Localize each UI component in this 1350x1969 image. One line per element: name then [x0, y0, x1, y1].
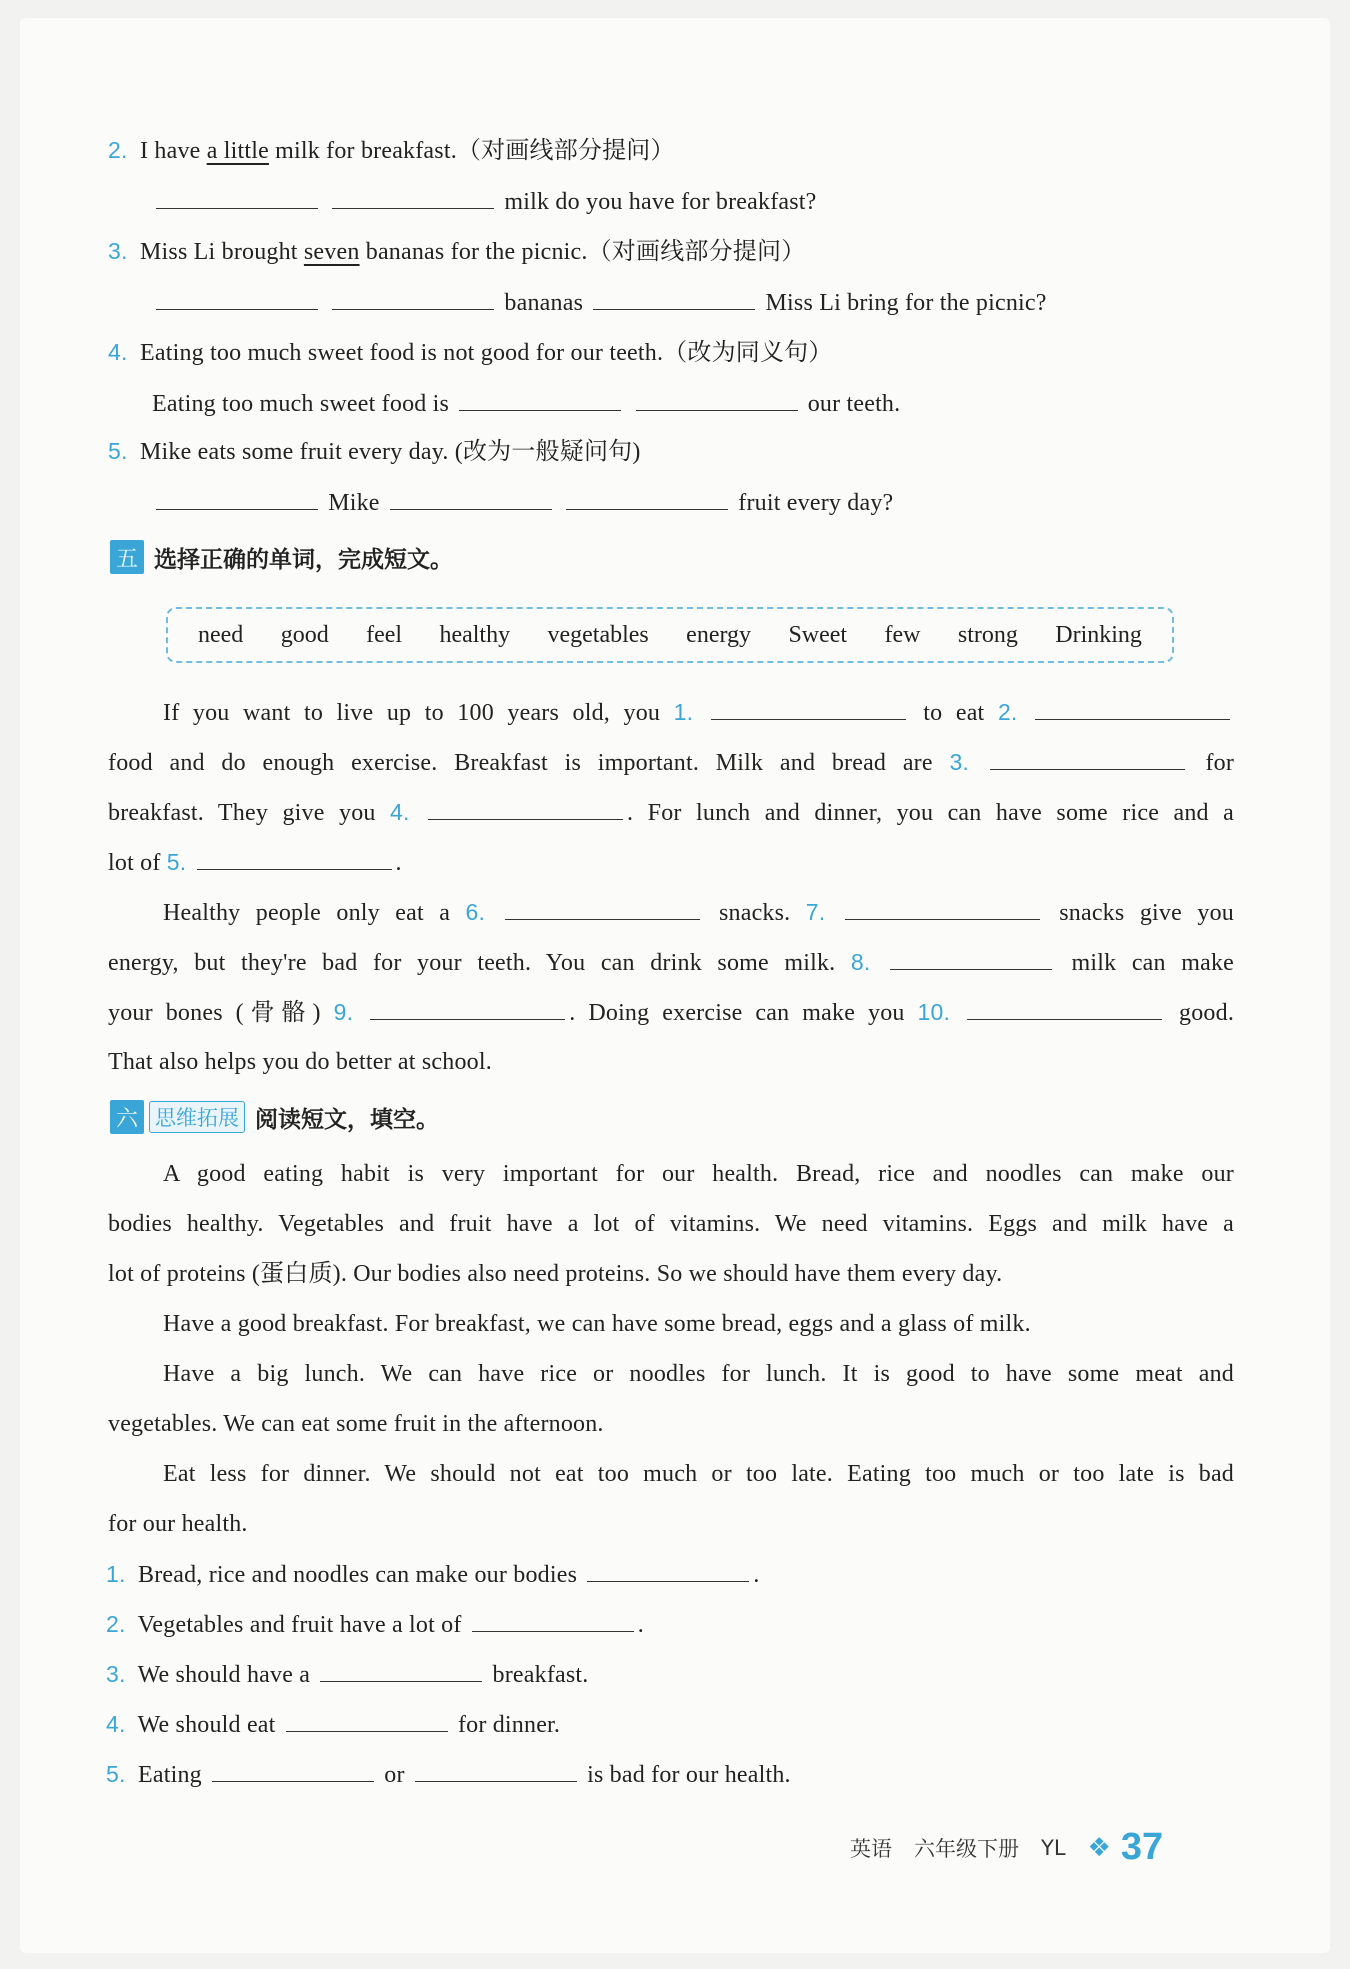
answer-blank[interactable]: [156, 287, 318, 310]
question-number: 3.: [108, 238, 128, 264]
passage-line: Healthy people only eat a 6. snacks. 7. snacks give you: [163, 899, 1234, 926]
question-number: 2.: [108, 137, 128, 163]
word-bank-word: Sweet: [788, 621, 848, 648]
underlined-phrase: a little: [206, 138, 269, 164]
answer-line-5: Mike fruit every day?: [152, 487, 893, 518]
edition-label: YL: [1041, 1835, 1066, 1860]
cloze-blank-5[interactable]: [197, 847, 392, 870]
blank-number: 2.: [997, 699, 1018, 725]
blank-number: 9.: [333, 999, 354, 1025]
grade-label: 六年级下册: [914, 1836, 1019, 1861]
reading-line: A good eating habit is very important for our health. Bread, rice and noodles can make our: [163, 1161, 1234, 1187]
answer-blank[interactable]: [566, 487, 728, 510]
subject-label: 英语: [850, 1836, 892, 1861]
cloze-blank-1[interactable]: [711, 697, 906, 720]
diamond-icon: ❖: [1087, 1832, 1111, 1863]
question-number: 2.: [106, 1611, 126, 1637]
section-title: 阅读短文，填空。: [255, 1106, 439, 1133]
section-six-header: [110, 1100, 439, 1134]
section-title: 选择正确的单词，完成短文。: [154, 546, 453, 573]
answer-blank[interactable]: [472, 1609, 634, 1632]
instruction-note: （改为同义句）: [663, 340, 833, 366]
answer-blank[interactable]: [156, 487, 318, 510]
word-bank-word: good: [280, 621, 329, 648]
blank-number: 8.: [850, 949, 871, 975]
cloze-blank-10[interactable]: [967, 997, 1162, 1020]
question-number: 5.: [106, 1761, 126, 1787]
reading-line: bodies healthy. Vegetables and fruit have a lot of vitamins. We need vitamins. Eggs and milk have a: [108, 1211, 1234, 1237]
word-bank-word: energy: [686, 621, 752, 648]
blank-number: 6.: [465, 899, 486, 925]
answer-blank[interactable]: [459, 388, 621, 411]
fill-question-3: 3. We should have a breakfast.: [106, 1661, 589, 1688]
page-footer: [850, 1826, 1163, 1869]
question-number: 5.: [108, 438, 128, 464]
rewrite-question-4: 4. Eating too much sweet food is not good for our teeth.（改为同义句）: [108, 339, 833, 366]
word-bank: [166, 607, 1174, 663]
blank-number: 10.: [917, 999, 951, 1025]
word-bank-word: healthy: [439, 621, 511, 648]
fill-question-2: 2. Vegetables and fruit have a lot of .: [106, 1611, 644, 1638]
word-bank-word: strong: [957, 621, 1018, 648]
section-badge: 六: [110, 1100, 144, 1134]
word-bank-word: need: [198, 621, 244, 648]
rewrite-question-2: 2. I have a little milk for breakfast.（对画线部分提问）: [108, 137, 675, 164]
answer-blank[interactable]: [636, 388, 798, 411]
passage-line: food and do enough exercise. Breakfast is important. Milk and bread are 3. for: [108, 749, 1235, 776]
passage-line: That also helps you do better at school.: [108, 1049, 492, 1075]
question-number: 4.: [108, 339, 128, 365]
cloze-blank-9[interactable]: [370, 997, 565, 1020]
cloze-blank-2[interactable]: [1035, 697, 1230, 720]
answer-blank[interactable]: [390, 487, 552, 510]
question-number: 1.: [106, 1561, 126, 1587]
answer-blank[interactable]: [332, 287, 494, 310]
cloze-blank-3[interactable]: [990, 747, 1185, 770]
reading-line: vegetables. We can eat some fruit in the afternoon.: [108, 1411, 604, 1437]
underlined-phrase: seven: [303, 239, 360, 265]
answer-line-2: milk do you have for breakfast?: [152, 186, 817, 217]
blank-number: 4.: [390, 799, 410, 825]
passage-line: breakfast. They give you 4. . For lunch and dinner, you can have some rice and a: [108, 799, 1234, 826]
section-tag: 思维拓展: [149, 1101, 245, 1133]
reading-line: lot of proteins (蛋白质). Our bodies also need proteins. So we should have them every day.: [108, 1261, 1003, 1287]
instruction-note: （对画线部分提问）: [456, 138, 675, 164]
fill-question-5: 5. Eating or is bad for our health.: [106, 1761, 791, 1788]
passage-line: If you want to live up to 100 years old, you 1. to eat 2.: [163, 697, 1234, 728]
answer-line-3: bananas Miss Li bring for the picnic?: [152, 287, 1047, 318]
blank-number: 5.: [166, 849, 187, 875]
answer-blank[interactable]: [286, 1709, 448, 1732]
reading-line: Have a good breakfast. For breakfast, we can have some bread, eggs and a glass of milk.: [163, 1311, 1031, 1337]
cloze-blank-4[interactable]: [428, 797, 623, 820]
word-bank-word: Drinking: [1055, 621, 1142, 648]
answer-blank[interactable]: [156, 186, 318, 209]
passage-line: energy, but they're bad for your teeth. You can drink some milk. 8. milk can make: [108, 949, 1235, 976]
passage-line: your bones (骨骼) 9. . Doing exercise can make you 10. good.: [108, 999, 1235, 1026]
cloze-blank-8[interactable]: [890, 947, 1052, 970]
word-bank-word: few: [884, 621, 921, 648]
blank-number: 7.: [805, 899, 826, 925]
cloze-blank-6[interactable]: [505, 897, 700, 920]
answer-blank[interactable]: [332, 186, 494, 209]
fill-question-1: 1. Bread, rice and noodles can make our bodies .: [106, 1561, 760, 1588]
reading-line: for our health.: [108, 1511, 248, 1537]
question-number: 4.: [106, 1711, 126, 1737]
page-number: 37: [1120, 1826, 1164, 1868]
answer-blank[interactable]: [593, 287, 755, 310]
blank-number: 3.: [949, 749, 970, 775]
instruction-note: （对画线部分提问）: [587, 239, 806, 265]
blank-number: 1.: [673, 699, 694, 725]
reading-line: Eat less for dinner. We should not eat too much or too late. Eating too much or too late is bad: [163, 1461, 1234, 1487]
section-five-header: [110, 540, 453, 574]
word-bank-word: feel: [366, 621, 403, 648]
word-bank-word: vegetables: [547, 621, 649, 648]
cloze-blank-7[interactable]: [845, 897, 1040, 920]
reading-line: Have a big lunch. We can have rice or noodles for lunch. It is good to have some meat and: [163, 1361, 1234, 1387]
answer-blank[interactable]: [415, 1759, 577, 1782]
answer-blank[interactable]: [320, 1659, 482, 1682]
section-badge: 五: [110, 540, 144, 574]
rewrite-question-5: 5. Mike eats some fruit every day. (改为一般疑问句): [108, 438, 641, 465]
rewrite-question-3: 3. Miss Li brought seven bananas for the picnic.（对画线部分提问）: [108, 238, 806, 265]
fill-question-4: 4. We should eat for dinner.: [106, 1711, 561, 1738]
question-number: 3.: [106, 1661, 126, 1687]
passage-line: lot of 5. .: [108, 849, 402, 876]
answer-blank[interactable]: [587, 1559, 749, 1582]
answer-line-4: Eating too much sweet food is our teeth.: [152, 388, 900, 419]
answer-blank[interactable]: [212, 1759, 374, 1782]
instruction-note: (改为一般疑问句): [454, 439, 641, 465]
